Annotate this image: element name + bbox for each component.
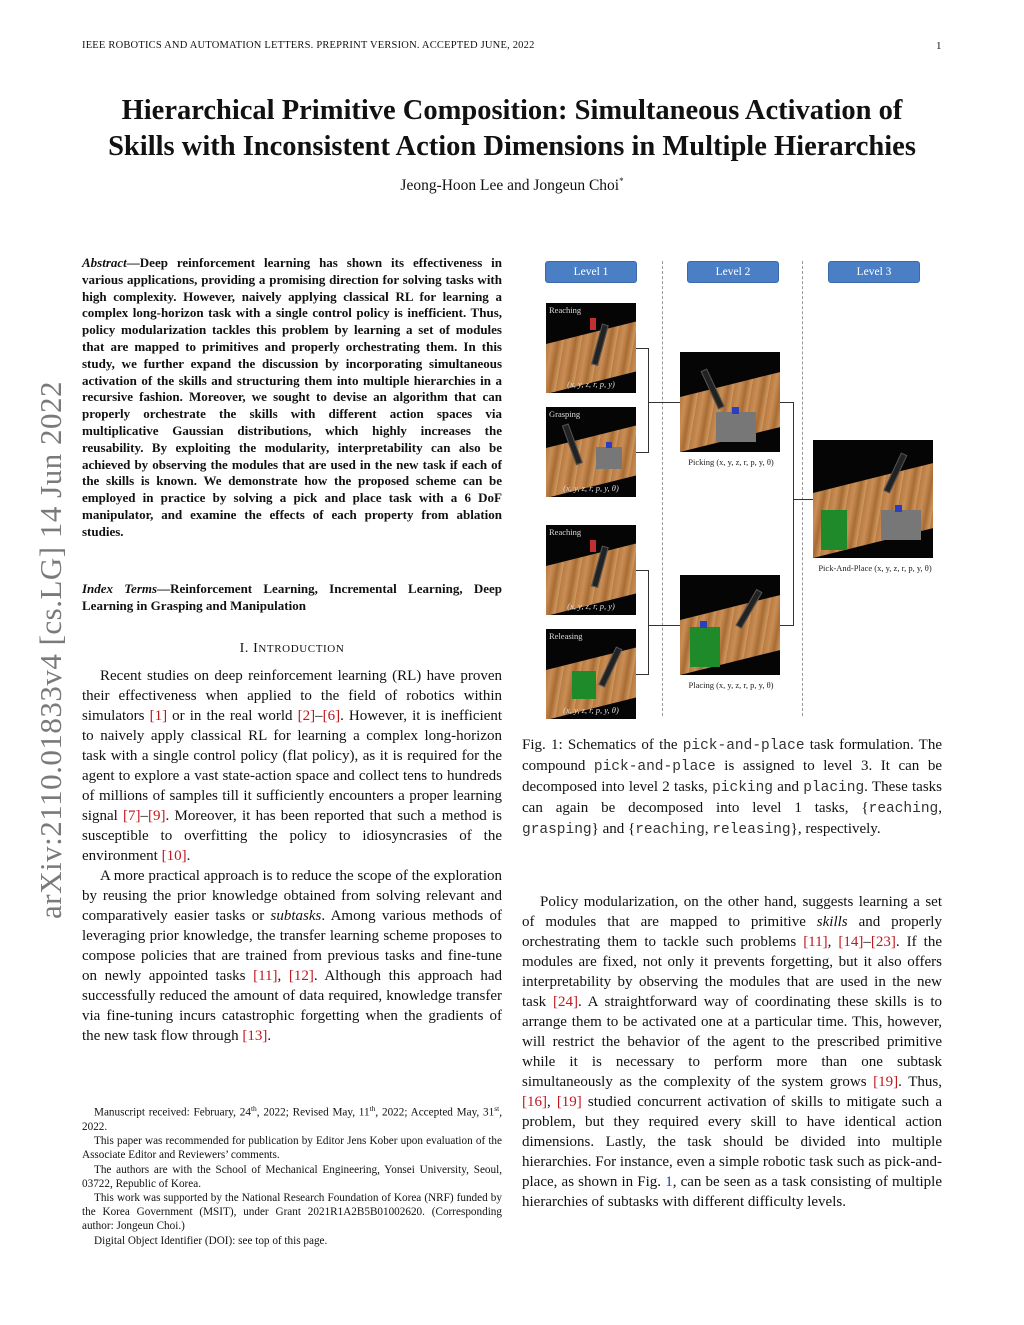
citation[interactable]: [14] xyxy=(838,934,864,950)
divider xyxy=(662,261,663,716)
text: , 2022; Revised May, 11 xyxy=(256,1106,370,1119)
intro-paragraph-1 xyxy=(82,666,502,866)
policy-modularization-body xyxy=(522,892,942,1212)
text: , 2022. xyxy=(82,1106,503,1133)
text: . Although this approach had successfully reduced the amount of data required, knowledge transfer via fine-tuning incurs catastrophic forgetting when the gradients of the new task flow through xyxy=(82,968,503,1044)
panel-releasing xyxy=(546,629,636,719)
footnote-manuscript xyxy=(82,1102,502,1134)
panel-coords: (x, y, z, r, p, y, θ) xyxy=(563,483,619,493)
task-name: releasing xyxy=(712,822,791,838)
text: , can be seen as a task consisting of multiple hierarchies of subtasks with different difficulty levels. xyxy=(522,1174,942,1210)
index-terms xyxy=(82,581,502,615)
intro-paragraph-2 xyxy=(82,866,502,1046)
citation[interactable]: [19] xyxy=(873,1074,899,1090)
citation[interactable]: [23] xyxy=(870,934,896,950)
sup: st xyxy=(494,1104,500,1113)
citation[interactable]: [11] xyxy=(253,968,278,984)
index-terms-text: —Reinforcement Learning, Incremental Learning, Deep Learning in Grasping and Manipulation xyxy=(82,581,502,613)
citation[interactable]: [19] xyxy=(556,1094,582,1110)
panel-coords: (x, y, z, r, p, y) xyxy=(567,601,615,611)
citation[interactable]: [11] xyxy=(803,934,828,950)
introduction-body xyxy=(82,666,502,1046)
author-names: Jeong-Hoon Lee and Jongeun Choi xyxy=(400,177,620,195)
title-line-2: Skills with Inconsistent Action Dimensions in Multiple Hierarchies xyxy=(108,131,916,162)
text: . Among various methods of leveraging prior knowledge, the transfer learning scheme proposes to compose policies that are trained from previous tasks and fine-tune on newly appointed tasks xyxy=(82,908,503,984)
text: studied concurrent activation of skills to mitigate such a problem, but they required every skill to have identical action dimensions. Lastly, the task should be divided into multiple hierarchies. For instance, even a simple robotic task such as pick-and-place, as shown in Fig. xyxy=(522,1094,943,1190)
panel-reaching-2 xyxy=(546,525,636,615)
title-line-1: Hierarchical Primitive Composition: Simultaneous Activation of xyxy=(121,95,903,126)
text: or in the real world xyxy=(167,708,298,724)
text: – xyxy=(315,708,323,724)
footnote-editor: This paper was recommended for publication by Editor Jens Kober upon evaluation of the Associate Editor and Reviewers’ comments. xyxy=(82,1135,502,1162)
running-header: IEEE ROBOTICS AND AUTOMATION LETTERS. PREPRINT VERSION. ACCEPTED JUNE, 2022 xyxy=(82,40,535,51)
task-name: reaching xyxy=(868,801,939,817)
citation[interactable]: [13] xyxy=(242,1028,268,1044)
index-terms-label: Index Terms xyxy=(82,581,158,596)
citation[interactable]: [9] xyxy=(148,808,166,824)
citation[interactable]: [24] xyxy=(552,994,578,1010)
citation[interactable]: [12] xyxy=(288,968,314,984)
text: Manuscript received: February, 24 xyxy=(94,1106,251,1119)
task-name: picking xyxy=(712,780,774,796)
text: }, respectively. xyxy=(790,821,881,837)
page-number: 1 xyxy=(936,40,942,52)
abstract xyxy=(82,255,502,541)
caption-placing: Placing (x, y, z, r, p, y, θ) xyxy=(688,680,774,690)
caption-pick-and-place: Pick-And-Place (x, y, z, r, p, y, θ) xyxy=(818,563,932,573)
text: . If the modules are fixed, not only it prevents forgetting, but it also offers interpretability by observing the modules that are used in the new task xyxy=(522,934,942,1010)
section-rest: NTRODUCTION xyxy=(258,643,345,655)
text: A more practical approach is to reduce the scope of the exploration by reusing the prior knowledge obtained from solving relevant and comparatively easier tasks or xyxy=(82,868,502,924)
text: Fig. 1: Schematics of the xyxy=(522,737,683,753)
level-1-badge: Level 1 xyxy=(545,261,637,283)
emphasis: subtasks xyxy=(270,908,322,924)
panel-coords: (x, y, z, r, p, y, θ) xyxy=(563,705,619,715)
emphasis: skills xyxy=(816,914,848,930)
divider xyxy=(802,261,803,716)
panel-label: Releasing xyxy=(549,631,583,641)
text: . However, it is inefficient to naively apply classical RL for learning a complex long-horizon task with a single control policy (flat policy), as it is required for the agent to explore a vast state-action space and collect tens to hundreds of millions of samples till it sufficiently encounters a proper learning signal xyxy=(82,708,503,824)
footnote-affiliation: The authors are with the School of Mechanical Engineering, Yonsei University, Seoul, 03722, Republic of Korea. xyxy=(82,1163,502,1190)
abstract-text: —Deep reinforcement learning has shown its effectiveness in various applications, providing a promising direction for solving tasks with high complexity. However, naively applying classical RL for learning a complex long-horizon task with a single control policy is inefficient. Thus, policy modularization tackles this problem by learning a set of modules that are mapped to primitives and properly orchestrating them. In this study, we further expand the discussion by incorporating simultaneous activation of the skills and structuring them into multiple hierarchies in a recursive fashion. Moreover, we sought to devise an algorithm that can properly orchestrate the skills with different action spaces via multiplicative Gaussian distributions, which highly increases the reusability. By exploiting the modularity, interpretability can also be achieved by observing the modules that are used in the new task if each of the skills is known. We demonstrate how the proposed scheme can be employed in practice by solving a pick and place task with a 6 DoF manipulator, and examine the effects of each property from ablation studies. xyxy=(82,255,502,539)
text: task formulation. The compound xyxy=(522,737,942,774)
figure-reference[interactable]: 1 xyxy=(665,1174,673,1190)
panel-label: Grasping xyxy=(549,409,581,419)
task-name: pick-and-place xyxy=(593,759,716,775)
caption-picking: Picking (x, y, z, r, p, y, θ) xyxy=(688,457,774,467)
section-number: I. xyxy=(239,641,249,656)
section-initial: I xyxy=(253,641,259,656)
footnote-funding: This work was supported by the National Research Foundation of Korea (NRF) funded by the Korea Government (MSIT), under Grant 2021R1A2B5B01002620. (Corresponding author: Jongeun Choi.) xyxy=(82,1191,502,1233)
citation[interactable]: [6] xyxy=(322,708,341,724)
citation[interactable]: [10] xyxy=(161,848,187,864)
abstract-label: Abstract xyxy=(82,255,127,270)
text: and properly orchestrating them to tackle such problems xyxy=(522,914,942,950)
text: . Moreover, it has been reported that such a method is susceptible to overfitting the policy to idiosyncrasies of the environment xyxy=(82,808,502,864)
citation[interactable]: [16] xyxy=(522,1094,547,1110)
panel-label: Reaching xyxy=(549,527,582,537)
text: , xyxy=(938,800,942,816)
task-name: reaching xyxy=(635,822,705,838)
panel-label: Reaching xyxy=(549,305,582,315)
text: , xyxy=(827,934,839,950)
arxiv-stamp-text: arXiv:2110.01833v4 [cs.LG] 14 Jun 2022 xyxy=(33,381,68,919)
panel-pick-and-place xyxy=(813,440,933,558)
text: } and { xyxy=(591,821,636,837)
text: . xyxy=(186,848,191,864)
footnote-doi: Digital Object Identifier (DOI): see top of this page. xyxy=(94,1234,328,1247)
figure-1 xyxy=(540,255,950,725)
authors xyxy=(0,176,1024,195)
panel-placing xyxy=(680,575,780,675)
text: . xyxy=(267,1028,272,1044)
text: and xyxy=(773,779,804,795)
author-mark: * xyxy=(619,176,624,186)
sup: th xyxy=(250,1104,257,1113)
level-3-badge: Level 3 xyxy=(828,261,920,283)
citation[interactable]: [7] xyxy=(123,808,141,824)
text: is assigned to level 3. It can be decomposed into level 2 tasks, xyxy=(522,758,943,795)
task-name: pick-and-place xyxy=(682,738,805,754)
sup: th xyxy=(369,1104,376,1113)
panel-picking xyxy=(680,352,780,452)
text: – xyxy=(863,934,871,950)
footnotes xyxy=(82,1102,502,1248)
figure-caption xyxy=(522,735,942,840)
panel-reaching-1 xyxy=(546,303,636,393)
text: Recent studies on deep reinforcement learning (RL) have proven their effectiveness when applied to the field of robotics within simulators xyxy=(82,668,502,724)
text: – xyxy=(140,808,149,824)
text: . A straightforward way of coordinating these skills is to arrange them to be activated one at a particular time. This, however, will restrict the behavior of the agent to the prescribed primitive while it is necessary to perform more than one subtask simultaneously as the complexity of the system grows xyxy=(522,994,942,1090)
task-name: grasping xyxy=(522,822,592,838)
citation[interactable]: [1] xyxy=(149,708,168,724)
text: . These tasks can again be decomposed into level 1 tasks, { xyxy=(522,779,942,816)
text: . Thus, xyxy=(898,1074,942,1090)
citation[interactable]: [2] xyxy=(297,708,316,724)
text: , xyxy=(704,821,713,837)
text: Policy modularization, on the other hand, suggests learning a set of modules that are mapped to primitive xyxy=(522,894,942,930)
section-heading-introduction xyxy=(82,641,502,657)
panel-grasping xyxy=(546,407,636,497)
text: , 2022; Accepted May, 31 xyxy=(375,1106,495,1119)
paper-title xyxy=(60,93,964,165)
level-2-badge: Level 2 xyxy=(687,261,779,283)
task-name: placing xyxy=(803,780,865,796)
text: , xyxy=(277,968,289,984)
policy-paragraph xyxy=(522,892,942,1212)
panel-coords: (x, y, z, r, p, y) xyxy=(567,379,615,389)
text: , xyxy=(547,1094,557,1110)
arxiv-stamp xyxy=(33,360,68,940)
